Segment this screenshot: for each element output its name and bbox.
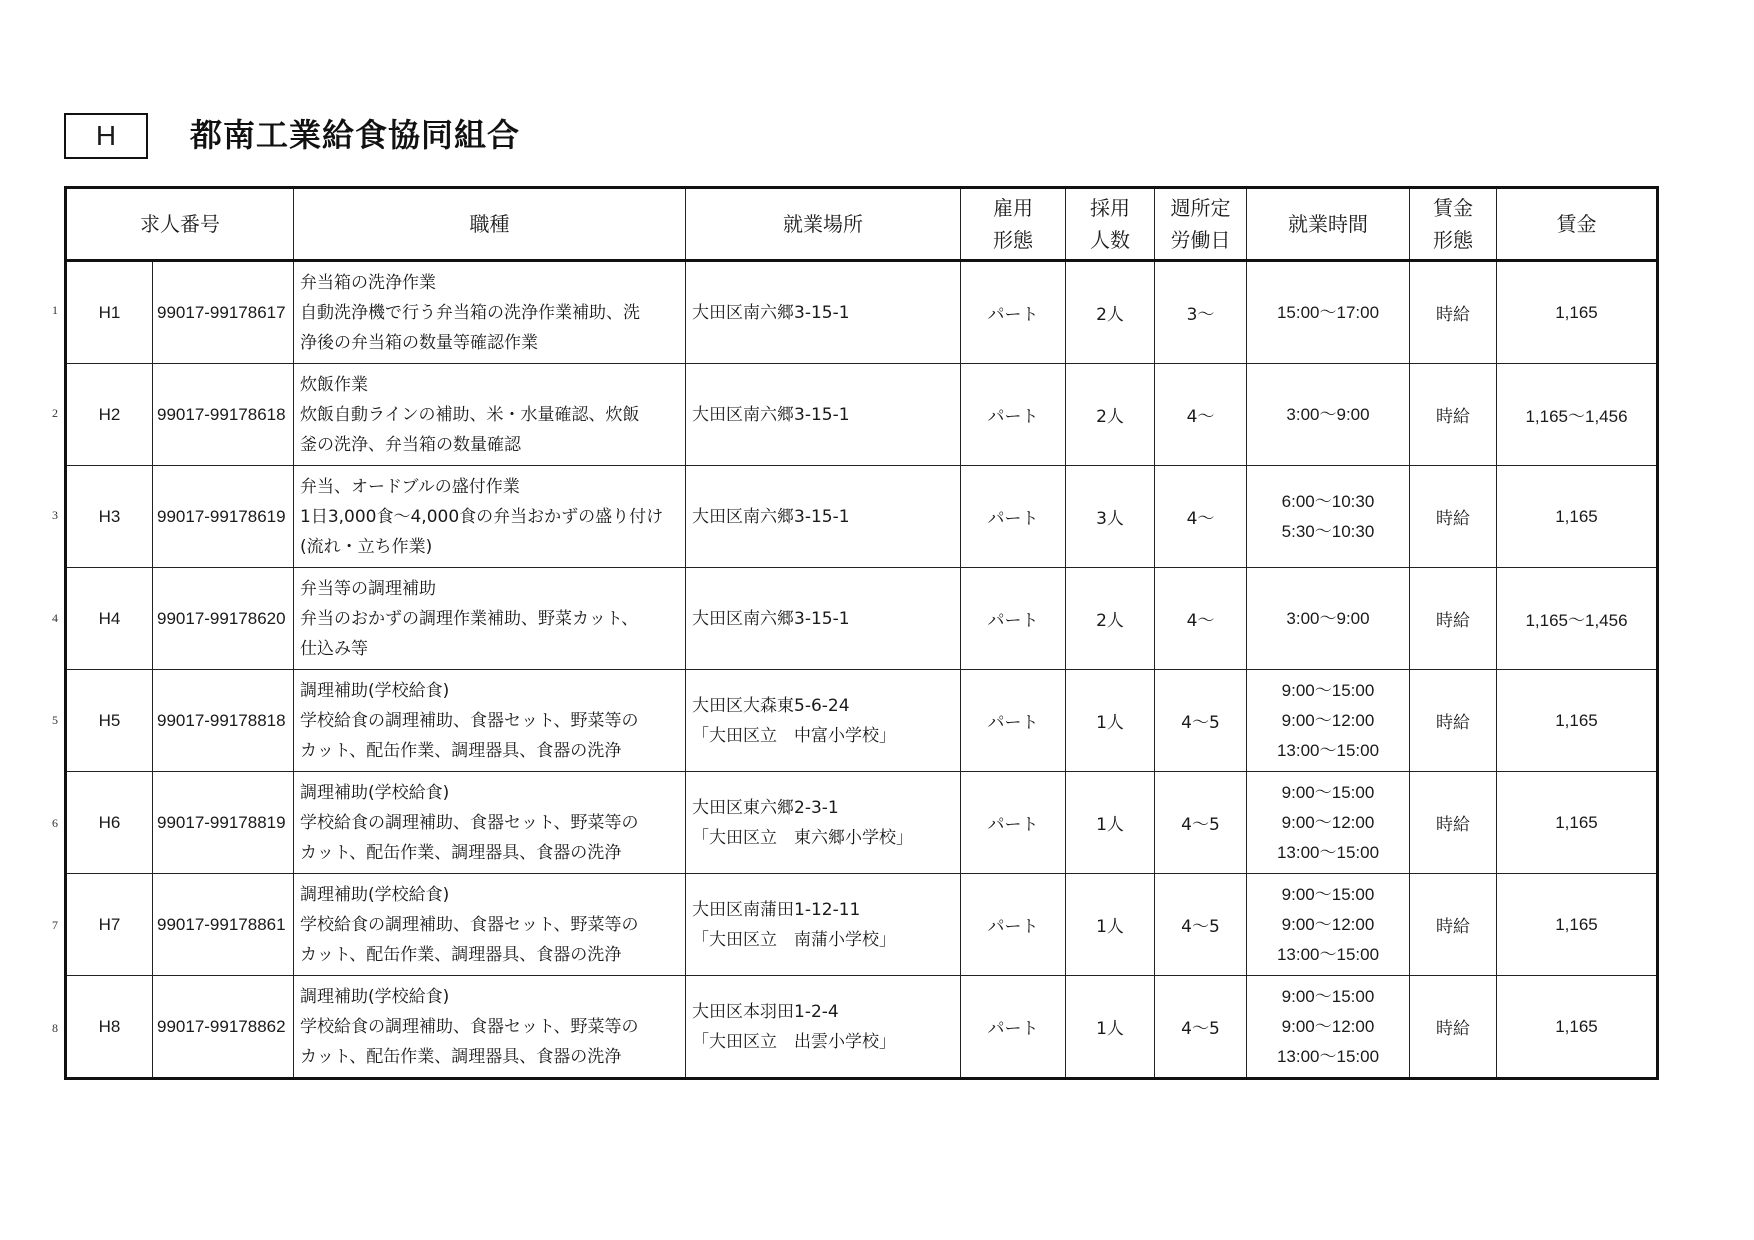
- work-days: 4～5: [1155, 670, 1247, 772]
- wage-type: 時給: [1410, 364, 1497, 466]
- header-days-line: 週所定: [1170, 196, 1231, 220]
- work-hours-line: 9:00～15:00: [1281, 884, 1375, 904]
- job-description-line: 釜の洗浄、弁当箱の数量確認: [300, 434, 521, 455]
- job-description-line: 調理補助(学校給食): [300, 782, 450, 803]
- work-hours-line: 9:00～15:00: [1281, 782, 1375, 802]
- job-number: 99017-99178818: [153, 670, 294, 772]
- work-hours-line: 6:00～10:30: [1281, 491, 1375, 511]
- work-place: [686, 466, 961, 568]
- work-hours-line: 13:00～15:00: [1276, 842, 1380, 862]
- work-hours: [1247, 976, 1410, 1079]
- job-description: [294, 670, 686, 772]
- employment-type: パート: [961, 772, 1066, 874]
- work-hours-line: 9:00～12:00: [1281, 1016, 1375, 1036]
- work-hours: [1247, 568, 1410, 670]
- wage-type: 時給: [1410, 670, 1497, 772]
- work-hours-line: 9:00～12:00: [1281, 914, 1375, 934]
- job-description: [294, 364, 686, 466]
- header-hires: [1066, 188, 1155, 261]
- work-hours-line: 5:30～10:30: [1281, 521, 1375, 541]
- work-hours-line: 9:00～12:00: [1281, 812, 1375, 832]
- work-place: [686, 670, 961, 772]
- job-code: H2: [66, 364, 153, 466]
- work-hours-line: 9:00～12:00: [1281, 710, 1375, 730]
- work-days: 4～5: [1155, 772, 1247, 874]
- row-number: 5: [52, 713, 58, 727]
- work-hours-line: 13:00～15:00: [1276, 944, 1380, 964]
- job-description-line: カット、配缶作業、調理器具、食器の洗浄: [300, 740, 622, 761]
- job-description-line: 浄後の弁当箱の数量等確認作業: [300, 332, 538, 353]
- job-number: 99017-99178618: [153, 364, 294, 466]
- work-hours: [1247, 670, 1410, 772]
- job-description: [294, 976, 686, 1079]
- header-wage: 賃金: [1497, 188, 1658, 261]
- work-hours-line: 9:00～15:00: [1281, 680, 1375, 700]
- employment-type: パート: [961, 874, 1066, 976]
- company-title: 都南工業給食協同組合: [190, 116, 521, 154]
- job-description-line: カット、配缶作業、調理器具、食器の洗浄: [300, 842, 622, 863]
- work-place: [686, 261, 961, 364]
- job-description-line: 弁当、オードブルの盛付作業: [300, 476, 520, 497]
- wage-type: 時給: [1410, 772, 1497, 874]
- hire-count: 1人: [1066, 670, 1155, 772]
- job-description: [294, 261, 686, 364]
- job-description-line: 学校給食の調理補助、食器セット、野菜等の: [300, 812, 639, 833]
- employment-type: パート: [961, 976, 1066, 1079]
- wage-amount: 1,165～1,456: [1497, 568, 1658, 670]
- table-header-row: [66, 188, 1658, 261]
- job-description-line: 学校給食の調理補助、食器セット、野菜等の: [300, 710, 639, 731]
- job-description-line: (流れ・立ち作業): [300, 536, 433, 557]
- work-hours-line: 9:00～15:00: [1281, 986, 1375, 1006]
- work-place-line: 「大田区立 東六郷小学校」: [692, 827, 913, 848]
- header-days-line: 労働日: [1170, 228, 1231, 252]
- header-hires-line: 人数: [1090, 228, 1130, 252]
- header-wage-type-line: 賃金: [1433, 196, 1473, 220]
- work-place: [686, 568, 961, 670]
- job-description-line: カット、配缶作業、調理器具、食器の洗浄: [300, 1046, 622, 1067]
- header-wage-type-line: 形態: [1433, 228, 1473, 252]
- hire-count: 1人: [1066, 976, 1155, 1079]
- job-code: H4: [66, 568, 153, 670]
- wage-amount: 1,165～1,456: [1497, 364, 1658, 466]
- hire-count: 3人: [1066, 466, 1155, 568]
- work-days: 3～: [1155, 261, 1247, 364]
- row-number: 6: [52, 815, 58, 830]
- job-description-line: 学校給食の調理補助、食器セット、野菜等の: [300, 914, 639, 935]
- hire-count: 1人: [1066, 772, 1155, 874]
- job-description-line: 仕込み等: [300, 638, 368, 659]
- wage-type: 時給: [1410, 874, 1497, 976]
- wage-type: 時給: [1410, 976, 1497, 1079]
- job-description-line: 調理補助(学校給食): [300, 884, 450, 905]
- table-row: [66, 466, 1658, 568]
- job-number: 99017-99178861: [153, 874, 294, 976]
- job-code: H3: [66, 466, 153, 568]
- work-place-line: 大田区東六郷2-3-1: [692, 797, 839, 818]
- table-row: [66, 874, 1658, 976]
- wage-amount: 1,165: [1497, 466, 1658, 568]
- header-wage-type: [1410, 188, 1497, 261]
- employment-type: パート: [961, 261, 1066, 364]
- row-number: 8: [52, 1020, 58, 1035]
- job-description-line: 弁当箱の洗浄作業: [300, 272, 436, 293]
- work-place-line: 大田区南六郷3-15-1: [692, 506, 850, 527]
- work-hours: [1247, 364, 1410, 466]
- work-place-line: 大田区大森東5-6-24: [692, 695, 850, 716]
- work-hours-line: 3:00～9:00: [1286, 608, 1370, 628]
- row-number: 1: [52, 303, 58, 317]
- job-code: H6: [66, 772, 153, 874]
- employment-type: パート: [961, 568, 1066, 670]
- section-code: H: [95, 120, 117, 151]
- work-days: 4～: [1155, 568, 1247, 670]
- hire-count: 2人: [1066, 364, 1155, 466]
- job-code: H1: [66, 261, 153, 364]
- header-hours: 就業時間: [1247, 188, 1410, 261]
- table-row: [66, 568, 1658, 670]
- employment-type: パート: [961, 670, 1066, 772]
- work-days: 4～5: [1155, 976, 1247, 1079]
- job-description: [294, 874, 686, 976]
- job-description-line: 弁当のおかずの調理作業補助、野菜カット、: [300, 608, 639, 629]
- work-place-line: 大田区南蒲田1-12-11: [692, 899, 861, 920]
- job-description-line: 調理補助(学校給食): [300, 680, 450, 701]
- table-row: [66, 261, 1658, 364]
- work-place: [686, 874, 961, 976]
- job-code: H5: [66, 670, 153, 772]
- header-job-type: 職種: [294, 188, 686, 261]
- job-number: 99017-99178819: [153, 772, 294, 874]
- job-listing-table: [64, 186, 1659, 1080]
- job-description-line: 調理補助(学校給食): [300, 986, 450, 1007]
- hire-count: 2人: [1066, 568, 1155, 670]
- work-hours-line: 15:00～17:00: [1276, 302, 1380, 322]
- job-description-line: カット、配缶作業、調理器具、食器の洗浄: [300, 944, 622, 965]
- job-code: H7: [66, 874, 153, 976]
- section-code-box: [64, 113, 148, 159]
- work-hours: [1247, 874, 1410, 976]
- work-days: 4～: [1155, 466, 1247, 568]
- job-number: 99017-99178619: [153, 466, 294, 568]
- job-description-line: 炊飯自動ラインの補助、米・水量確認、炊飯: [300, 404, 640, 425]
- row-number: 4: [52, 610, 58, 625]
- row-number: 7: [52, 918, 58, 932]
- wage-amount: 1,165: [1497, 874, 1658, 976]
- wage-type: 時給: [1410, 261, 1497, 364]
- table-row: [66, 772, 1658, 874]
- header-hires-line: 採用: [1090, 196, 1130, 220]
- wage-amount: 1,165: [1497, 976, 1658, 1079]
- job-description: [294, 466, 686, 568]
- wage-amount: 1,165: [1497, 772, 1658, 874]
- work-place-line: 大田区南六郷3-15-1: [692, 608, 850, 629]
- work-place-line: 「大田区立 中富小学校」: [692, 725, 896, 746]
- header-employment-line: 形態: [993, 228, 1033, 252]
- header-place: 就業場所: [686, 188, 961, 261]
- table-row: [66, 364, 1658, 466]
- work-days: 4～5: [1155, 874, 1247, 976]
- work-hours: [1247, 466, 1410, 568]
- job-description: [294, 772, 686, 874]
- work-place-line: 大田区南六郷3-15-1: [692, 302, 850, 323]
- job-description-line: 自動洗浄機で行う弁当箱の洗浄作業補助、洗: [300, 302, 640, 323]
- work-hours-line: 13:00～15:00: [1276, 1046, 1380, 1066]
- work-place-line: 大田区南六郷3-15-1: [692, 404, 850, 425]
- wage-type: 時給: [1410, 568, 1497, 670]
- row-number: 3: [52, 508, 58, 522]
- row-number: 2: [52, 405, 58, 420]
- work-place: [686, 364, 961, 466]
- wage-amount: 1,165: [1497, 670, 1658, 772]
- header-days: [1155, 188, 1247, 261]
- work-place-line: 「大田区立 南蒲小学校」: [692, 929, 896, 950]
- employment-type: パート: [961, 466, 1066, 568]
- table-row: [66, 976, 1658, 1079]
- hire-count: 1人: [1066, 874, 1155, 976]
- work-hours-line: 3:00～9:00: [1286, 404, 1370, 424]
- header-employment: [961, 188, 1066, 261]
- job-number: 99017-99178617: [153, 261, 294, 364]
- job-description: [294, 568, 686, 670]
- job-code: H8: [66, 976, 153, 1079]
- job-number: 99017-99178862: [153, 976, 294, 1079]
- job-description-line: 弁当等の調理補助: [300, 578, 436, 599]
- job-description-line: 学校給食の調理補助、食器セット、野菜等の: [300, 1016, 639, 1037]
- job-number: 99017-99178620: [153, 568, 294, 670]
- work-hours: [1247, 772, 1410, 874]
- wage-type: 時給: [1410, 466, 1497, 568]
- work-place-line: 「大田区立 出雲小学校」: [692, 1031, 896, 1052]
- work-days: 4～: [1155, 364, 1247, 466]
- work-place: [686, 772, 961, 874]
- table-row: [66, 670, 1658, 772]
- work-place: [686, 976, 961, 1079]
- work-hours: [1247, 261, 1410, 364]
- header-employment-line: 雇用: [993, 196, 1033, 220]
- job-description-line: 1日3,000食～4,000食の弁当おかずの盛り付け: [300, 506, 664, 527]
- work-place-line: 大田区本羽田1-2-4: [692, 1001, 839, 1022]
- work-hours-line: 13:00～15:00: [1276, 740, 1380, 760]
- wage-amount: 1,165: [1497, 261, 1658, 364]
- job-description-line: 炊飯作業: [300, 374, 368, 395]
- hire-count: 2人: [1066, 261, 1155, 364]
- employment-type: パート: [961, 364, 1066, 466]
- header-job-no: 求人番号: [66, 188, 294, 261]
